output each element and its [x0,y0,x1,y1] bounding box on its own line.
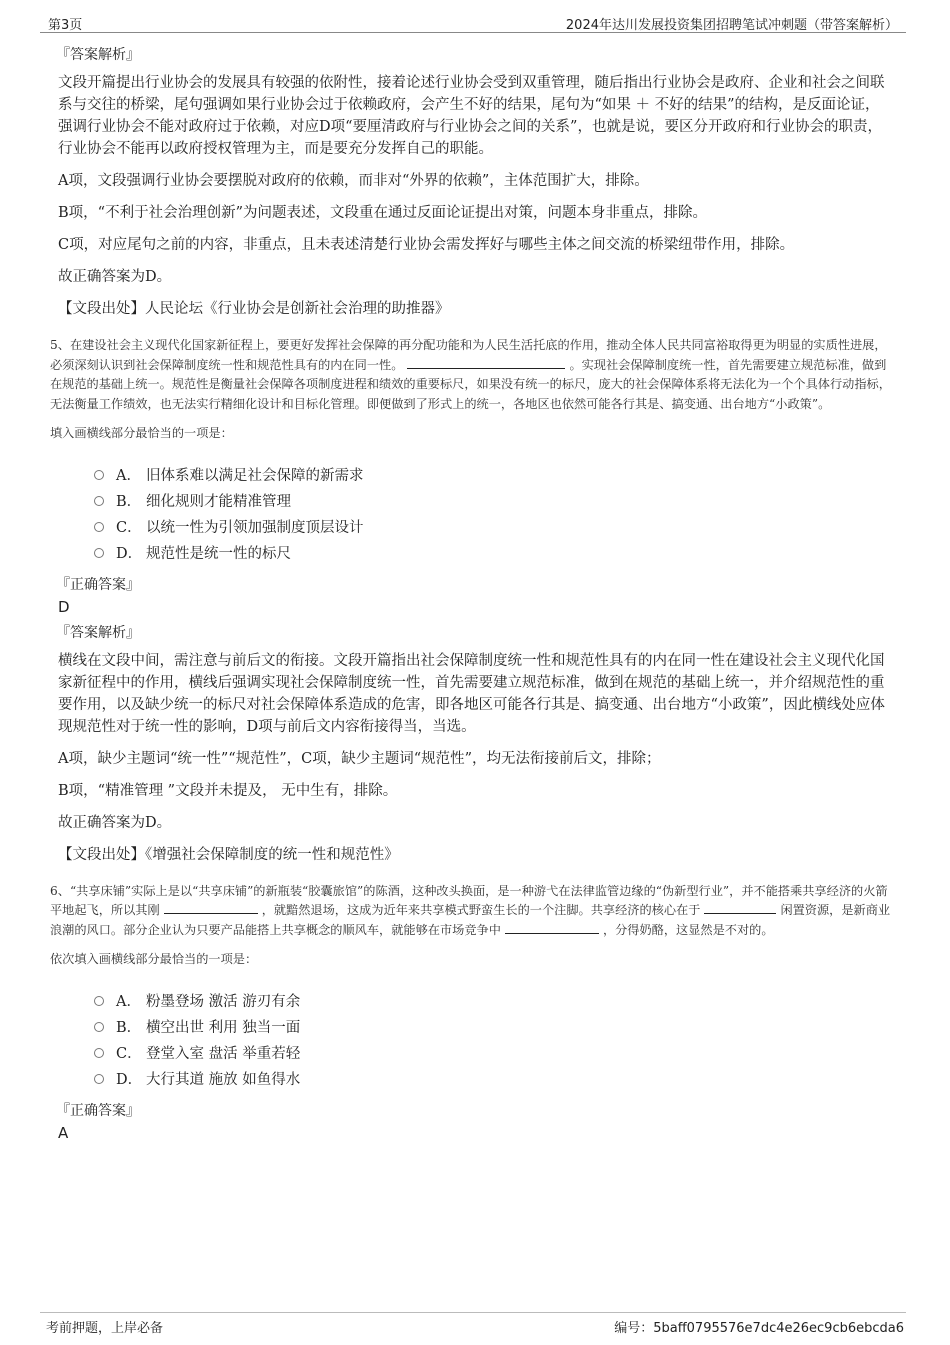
radio-button[interactable] [94,522,104,532]
footer-slogan: 考前押题，上岸必备 [46,1321,164,1336]
question-5-prompt: 填入画横线部分最恰当的一项是： [50,426,233,440]
analysis-paragraph: 横线在文段中间，需注意与前后文的衔接。文段开篇指出社会保障制度统一性和规范性具有的内在同一性在建设社会主义现代化国家新征程中的作用，横线后强调实现社会保障制度统一性，首先需要建立规范标准，做到在规范的基础上统一，并介绍规范性的重要作用，以及缺少统一的标尺对社会保障体系造成的危害，即各地区可能各行其是、搞变通、出台地方“小政策”，因此横线处应体现规范性对于统一性的影响，D项与前后文内容衔接得当，当选。 [58,652,885,735]
source-citation: 【文段出处】人民论坛《行业协会是创新社会治理的助推器》 [58,301,450,317]
option-a[interactable]: A． 粉墨登场 激活 游刃有余 [94,988,894,1014]
analysis-paragraph: B项，“不利于社会治理创新”为问题表述，文段重在通过反面论证提出对策，问题本身非重点，排除。 [58,205,707,221]
document-code: 编号：5baff0795576e7dc4e26ec9cb6ebcda6 [614,1321,904,1336]
radio-button[interactable] [94,470,104,480]
option-d[interactable]: D． 大行其道 施放 如鱼得水 [94,1066,894,1092]
analysis-paragraph: 故正确答案为D。 [58,269,172,285]
option-c[interactable]: C． 以统一性为引领加强制度顶层设计 [94,514,894,540]
radio-button[interactable] [94,996,104,1006]
source-citation: 【文段出处】《增强社会保障制度的统一性和规范性》 [58,846,399,863]
radio-button[interactable] [94,1074,104,1084]
question-6-prompt: 依次填入画横线部分最恰当的一项是： [50,952,258,966]
option-a[interactable]: A． 旧体系难以满足社会保障的新需求 [94,462,894,488]
analysis-paragraph: A项，缺少主题词“统一性”“规范性”，C项，缺少主题词“规范性”，均无法衔接前后文，排除； [58,750,661,767]
radio-button[interactable] [94,1022,104,1032]
option-b[interactable]: B． 细化规则才能精准管理 [94,488,894,514]
analysis-paragraph: C项，对应尾句之前的内容，非重点，且未表述清楚行业协会需发挥好与哪些主体之间交流的桥梁纽带作用，排除。 [58,237,795,253]
analysis-label: 『答案解析』 [56,624,140,641]
fill-blank [164,901,258,914]
analysis-paragraph: 故正确答案为D。 [58,814,172,831]
option-c[interactable]: C． 登堂入室 盘活 举重若轻 [94,1040,894,1066]
analysis-paragraph: B项，“精准管理 ”文段并未提及， 无中生有，排除。 [58,782,398,799]
option-d[interactable]: D． 规范性是统一性的标尺 [94,540,894,566]
question-5-text: 5、在建设社会主义现代化国家新征程上，要更好发挥社会保障的再分配功能和为人民生活托底的作用，推动全体人民共同富裕取得更为明显的实质性进展，必须深刻认识到社会保障制度统一性和规范性具有的内在同一性。 。实现社会保障制度统一性，首先需要建立规范标准，做到在规范的基础上统一。规范性是衡量社会保障各项制度进程和绩效的重要标尺，如果没有统一的标尺，庞大的社会保障体系将无法化为一个个具体行动指标，无法衡量工作绩效，也无法实行精细化设计和目标化管理。即便做到了形式上的统一，各地区也依然可能各行其是、搞变通、出台地方“小政策”。 [50,338,891,411]
analysis-paragraph: A项，文段强调行业协会要摆脱对政府的依赖，而非对“外界的依赖”，主体范围扩大，排除。 [58,173,649,189]
correct-answer: D [58,597,70,616]
fill-blank [407,356,565,369]
radio-button[interactable] [94,1048,104,1058]
page-header [40,10,906,33]
analysis-label: 『答案解析』 [56,47,140,63]
document-body [50,44,894,1148]
fill-blank [505,921,599,934]
option-b[interactable]: B． 横空出世 利用 独当一面 [94,1014,894,1040]
document-title: 2024年达川发展投资集团招聘笔试冲刺题（带答案解析） [565,18,898,33]
page-footer [40,1312,906,1337]
radio-button[interactable] [94,496,104,506]
analysis-paragraph: 文段开篇提出行业协会的发展具有较强的依附性，接着论述行业协会受到双重管理，随后指出行业协会是政府、企业和社会之间联系与交往的桥梁，尾句强调如果行业协会过于依赖政府，会产生不好的结果，尾句为“如果 ＋ 不好的结果”的结构，是反面论证，强调行业协会不能对政府过于依赖，对应D项“要厘清政府与行业协会之间的关系”，也就是说，要区分开政府和行业协会的职责，行业协会不能再以政府授权管理为主，而是要充分发挥自己的职能。 [58,75,885,157]
question-6-options [94,988,894,1092]
correct-answer: A [58,1123,69,1142]
fill-blank [704,901,776,914]
radio-button[interactable] [94,548,104,558]
correct-answer-label: 『正确答案』 [56,1102,140,1119]
correct-answer-label: 『正确答案』 [56,576,140,593]
page-number: 第3页 [48,18,83,33]
question-6-text: 6、“共享床铺”实际上是以“共享床铺”的新瓶装“胶囊旅馆”的陈酒，这种改头换面，是一种游弋在法律监管边缘的“伪新型行业”，并不能搭乘共享经济的火箭平地起飞，所以其刚 ，就黯然退场，这成为近年来共享模式野蛮生长的一个注脚。共享经济的核心在于 闲置资源，是新商业浪潮的风口。部分企业认为只要产品能搭上共享概念的顺风车，就能够在市场竞争中 ，分得奶酪，这显然是不对的。 [50,883,891,937]
question-5-options [94,462,894,566]
